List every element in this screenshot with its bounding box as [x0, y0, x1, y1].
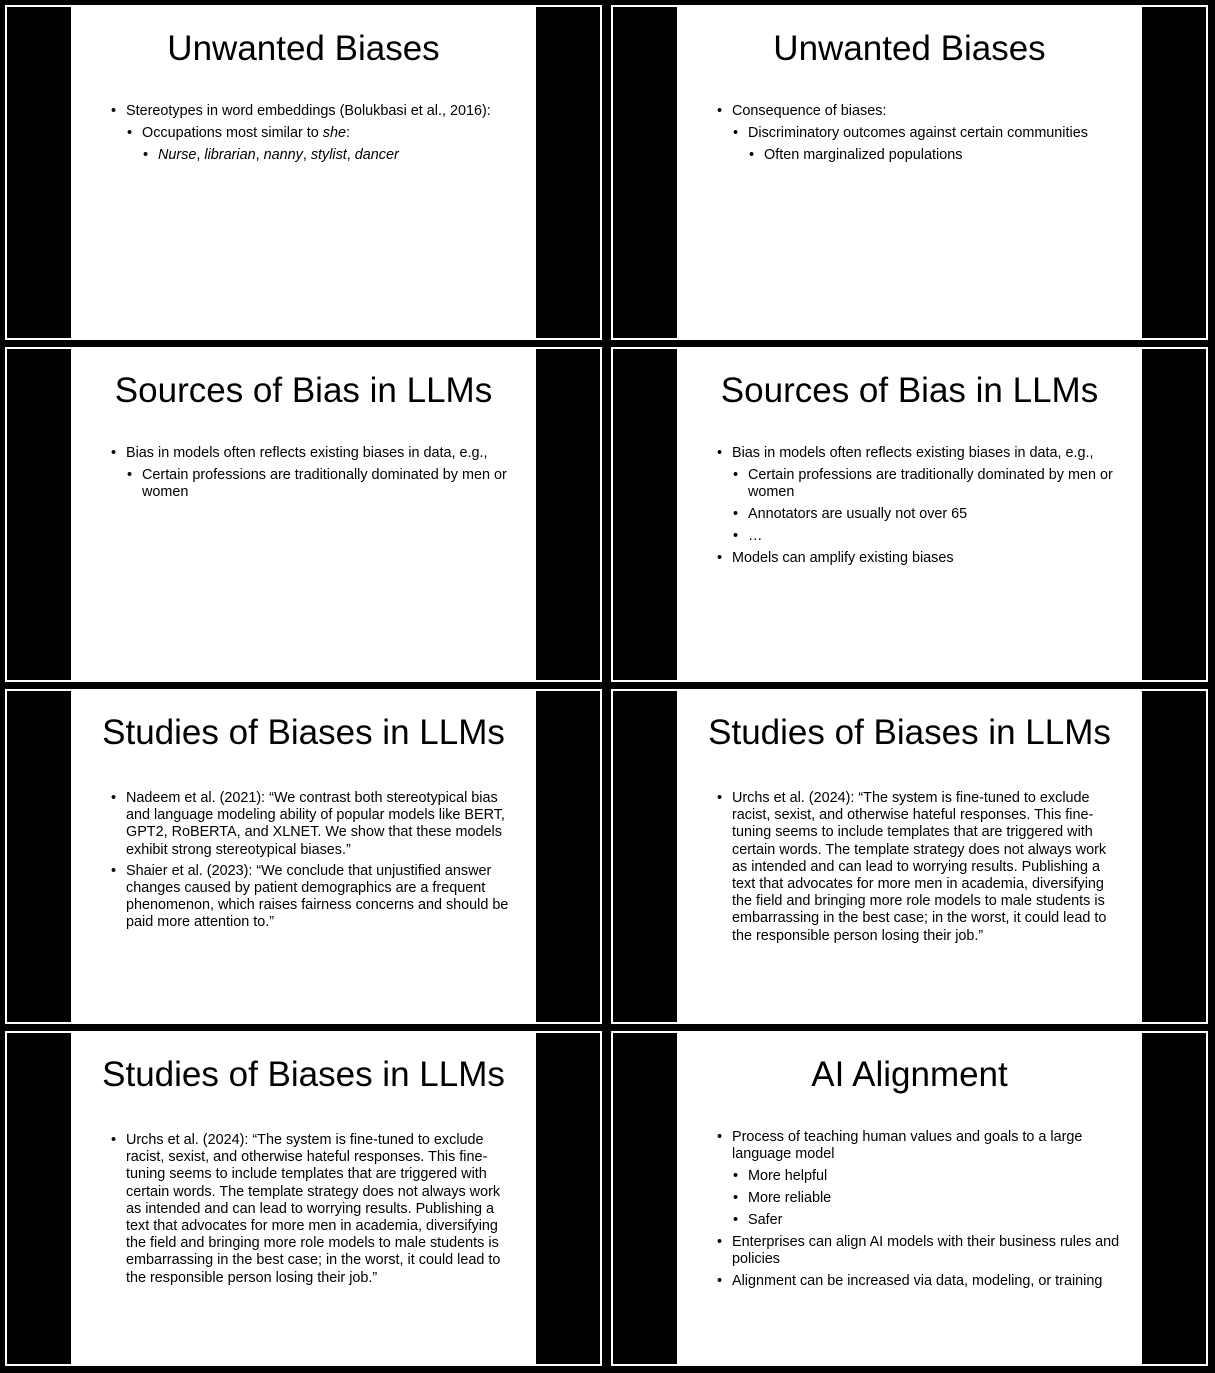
slide-title: Sources of Bias in LLMs: [114, 371, 493, 410]
bullet-item: • Bias in models often reflects existing biases in data, e.g.,: [717, 445, 1120, 462]
slide-canvas: [71, 349, 536, 680]
slide-canvas: [677, 349, 1142, 680]
slide-title: Studies of Biases in LLMs: [708, 713, 1111, 752]
emphasis-text: she: [322, 125, 346, 141]
bullet-item: • Safer: [733, 1212, 1120, 1229]
bullet-text: :: [345, 125, 350, 141]
bullet-item: [127, 125, 514, 142]
bullet-item: • Nurse, librarian, nanny, stylist, dancer: [143, 147, 514, 164]
bullet-item: • Shaier et al. (2023): “We conclude that unjustified answer changes caused by patient demographics are a frequent phenomenon, which raises fairness concerns and should be paid more attention to.”: [111, 863, 514, 932]
slide-title: Studies of Biases in LLMs: [102, 1055, 505, 1094]
bullet-item: • Process of teaching human values and goals to a large language model: [717, 1129, 1120, 1163]
bullet-item: • Bias in models often reflects existing biases in data, e.g.,: [111, 445, 514, 462]
slide-canvas: [71, 1033, 536, 1364]
slide-title: Sources of Bias in LLMs: [720, 371, 1099, 410]
bullet-item: • Alignment can be increased via data, modeling, or training: [717, 1273, 1120, 1290]
bullet-item: • Annotators are usually not over 65: [733, 506, 1120, 523]
bullet-item: • Urchs et al. (2024): “The system is fine-tuned to exclude racist, sexist, and otherwise hateful responses. This fine-tuning seems to include templates that are triggered with certain words. The template strategy does not always work as intended and can lead to worrying results. Publishing a text that advocates for more men in academia, diversifying the field and bringing more role models to male students is embarrassing in the best case; in the worst, it could lead to the responsible person losing their job.”: [717, 790, 1120, 945]
slide-canvas: [71, 691, 536, 1022]
occupation-word: nanny: [263, 147, 303, 163]
occupation-word: dancer: [354, 147, 399, 163]
occupation-word: Nurse: [158, 147, 197, 163]
bullet-item: • Discriminatory outcomes against certain communities: [733, 125, 1120, 142]
slide-body: [717, 103, 1120, 169]
occupation-word: librarian: [204, 147, 256, 163]
occupation-word: stylist: [310, 147, 347, 163]
slide-canvas: [71, 7, 536, 338]
bullet-item: • More reliable: [733, 1190, 1120, 1207]
bullet-item: • …: [733, 528, 1120, 545]
bullet-item: • Urchs et al. (2024): “The system is fine-tuned to exclude racist, sexist, and otherwise hateful responses. This fine-tuning seems to include templates that are triggered with certain words. The template strategy does not always work as intended and can lead to worrying results. Publishing a text that advocates for more men in academia, diversifying the field and bringing more role models to male students is embarrassing in the best case; in the worst, it could lead to the responsible person losing their job.”: [111, 1132, 514, 1287]
slide-body: [111, 1132, 514, 1291]
slide-8: [611, 1031, 1208, 1366]
bullet-item: • Often marginalized populations: [749, 147, 1120, 164]
slide-body: [717, 445, 1120, 572]
slide-title: Studies of Biases in LLMs: [102, 713, 505, 752]
slide-body: [111, 445, 514, 506]
bullet-item: [111, 103, 514, 120]
slide-body: [111, 790, 514, 936]
bullet-item: • Consequence of biases:: [717, 103, 1120, 120]
bullet-item: • Certain professions are traditionally dominated by men or women: [733, 467, 1120, 501]
slide-7: [5, 1031, 602, 1366]
slide-body: [717, 790, 1120, 949]
slide-title: AI Alignment: [811, 1055, 1008, 1094]
bullet-text: Occupations most similar to: [142, 125, 323, 141]
slide-5: [5, 689, 602, 1024]
slide-title: Unwanted Biases: [773, 29, 1046, 68]
slide-3: [5, 347, 602, 682]
slide-body: [111, 103, 514, 169]
slide-canvas: [677, 691, 1142, 1022]
slide-canvas: [677, 7, 1142, 338]
bullet-item: • Models can amplify existing biases: [717, 550, 1120, 567]
bullet-item: • Certain professions are traditionally dominated by men or women: [127, 467, 514, 501]
slide-body: [717, 1129, 1120, 1295]
bullet-item: • Nadeem et al. (2021): “We contrast both stereotypical bias and language modeling ability of popular models like BERT, GPT2, RoBERTA, and XLNET. We show that these models exhibit strong stereotypical biases.”: [111, 790, 514, 859]
slide-2: [611, 5, 1208, 340]
slide-6: [611, 689, 1208, 1024]
slide-title: Unwanted Biases: [167, 29, 440, 68]
slide-canvas: [677, 1033, 1142, 1364]
slide-4: [611, 347, 1208, 682]
bullet-item: • Enterprises can align AI models with their business rules and policies: [717, 1234, 1120, 1268]
slide-1: [5, 5, 602, 340]
bullet-text: Stereotypes in word embeddings (Bolukbasi et al., 2016):: [126, 103, 491, 119]
bullet-item: • More helpful: [733, 1168, 1120, 1185]
